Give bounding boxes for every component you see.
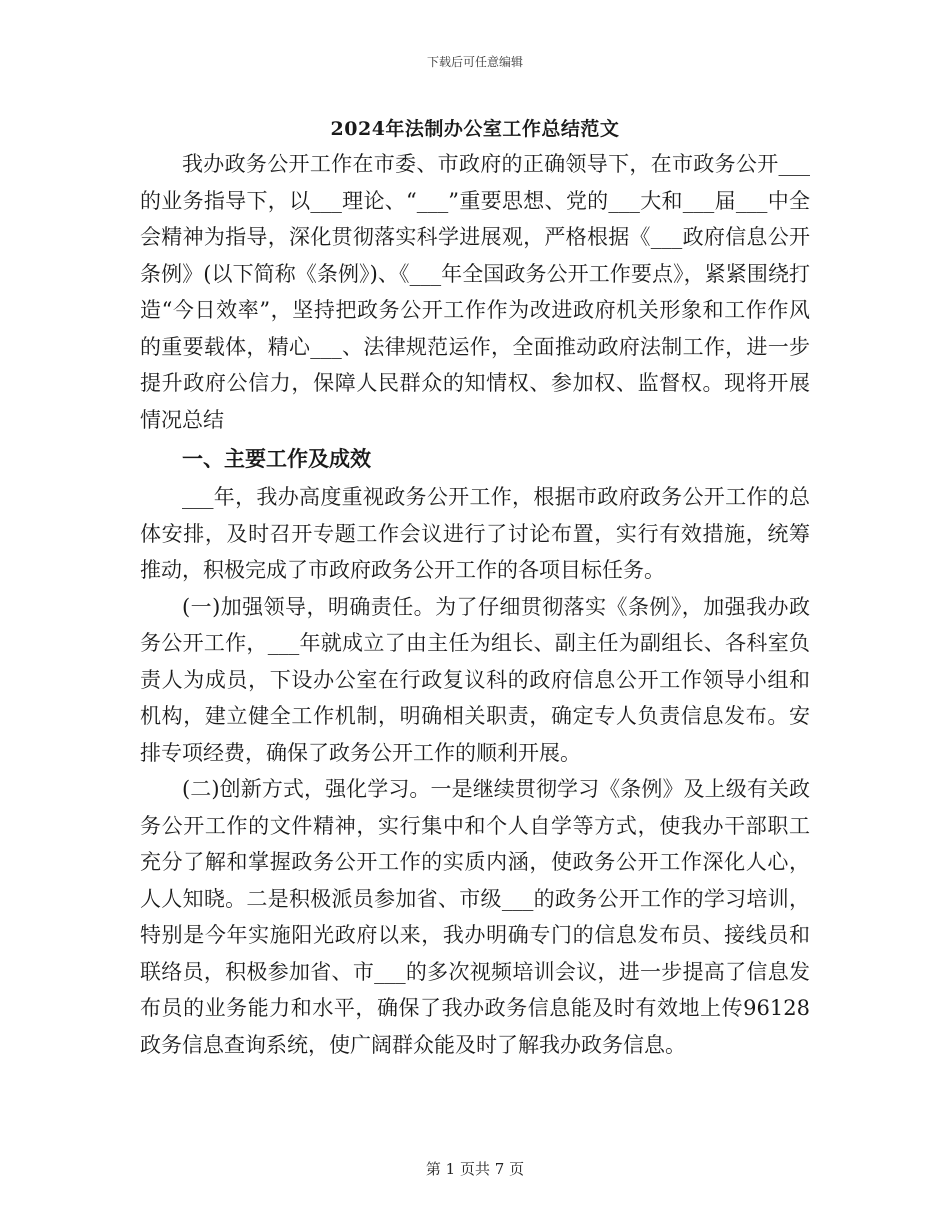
document-body bbox=[140, 146, 810, 1063]
section-heading: 一、主要工作及成效 bbox=[182, 446, 371, 471]
header-note: 下载后可任意编辑 bbox=[426, 55, 523, 69]
document-title: 2024年法制办公室工作总结范文 bbox=[330, 118, 620, 140]
intro-paragraph: 我办政务公开工作在市委、市政府的正确领导下，在市政务公开___的业务指导下，以___理论、“___”重要思想、党的___大和___届___中全会精神为指导，深化贯彻落实科学进展观，严格根据《___政府信息公开条例》(以下简称《条例》)、《___年全国政务公开工作要点》，紧紧围绕打造“今日效率”，坚持把政务公开工作作为改进政府机关形象和工作作风的重要载体，精心___、法律规范运作，全面推动政府法制工作，进一步提升政府公信力，保障人民群众的知情权、参加权、监督权。现将开展情况总结 bbox=[140, 152, 810, 432]
page-footer: 第 1 页共 7 页 bbox=[425, 1160, 525, 1178]
section-intro-paragraph: ___年，我办高度重视政务公开工作，根据市政府政务公开工作的总体安排，及时召开专题工作会议进行了讨论布置，实行有效措施，统筹推动，积极完成了市政府政务公开工作的各项目标任务。 bbox=[140, 485, 810, 582]
item-1-paragraph: (一)加强领导，明确责任。为了仔细贯彻落实《条例》，加强我办政务公开工作，___年就成立了由主任为组长、副主任为副组长、各科室负责人为成员，下设办公室在行政复议科的政府信息公开工作领导小组和机构，建立健全工作机制，明确相关职责，确定专人负责信息发布。安排专项经费，确保了政务公开工作的顺利开展。 bbox=[140, 594, 810, 765]
item-2-paragraph: (二)创新方式，强化学习。一是继续贯彻学习《条例》及上级有关政务公开工作的文件精神，实行集中和个人自学等方式，使我办干部职工充分了解和掌握政务公开工作的实质内涵，使政务公开工作深化人心，人人知晓。二是积极派员参加省、市级___的政务公开工作的学习培训，特别是今年实施阳光政府以来，我办明确专门的信息发布员、接线员和联络员，积极参加省、市___的多次视频培训会议，进一步提高了信息发布员的业务能力和水平，确保了我办政务信息能及时有效地上传96128政务信息查询系统，使广阔群众能及时了解我办政务信息。 bbox=[140, 777, 810, 1057]
